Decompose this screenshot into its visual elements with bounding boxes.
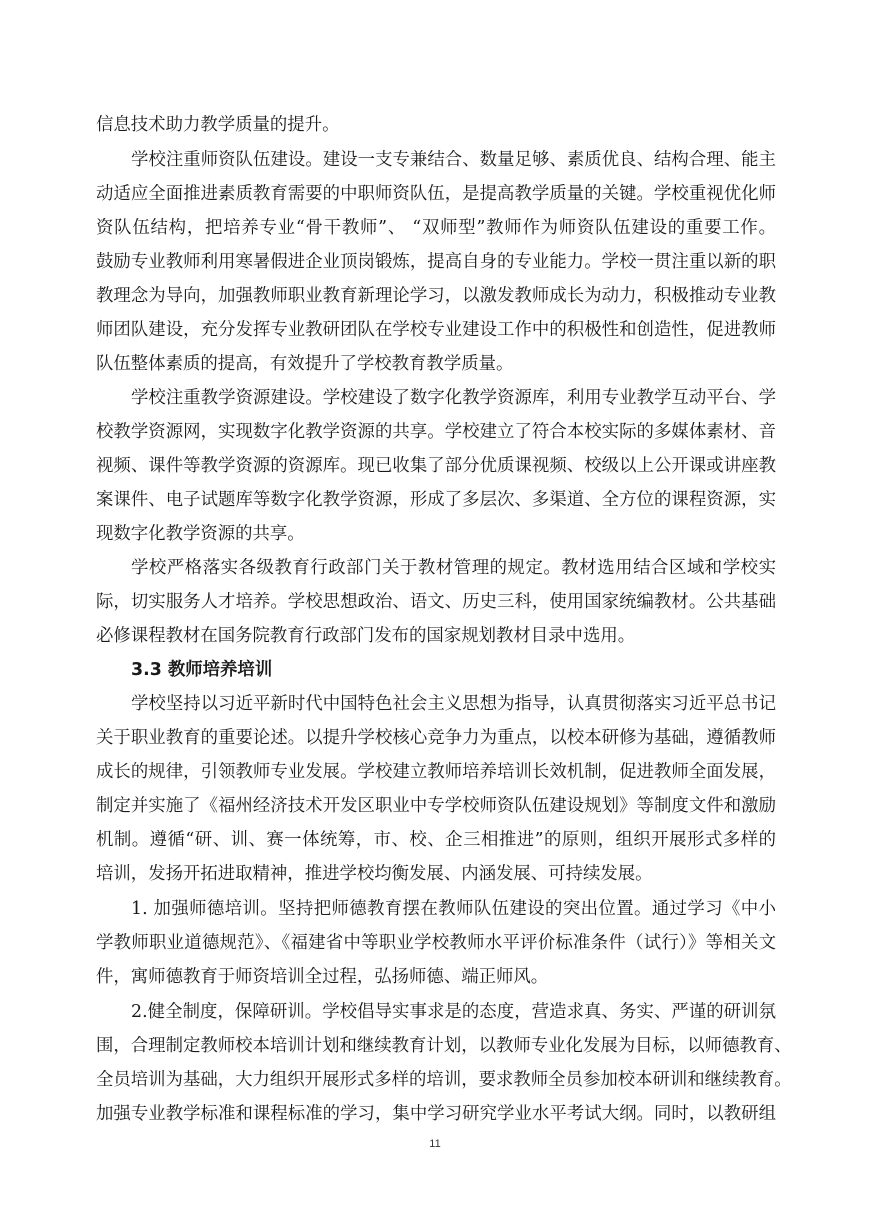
text-line: 制定并实施了《福州经济技术开发区职业中专学校师资队伍建设规划》等制度文件和激励 [96, 796, 776, 816]
text-line: 鼓励专业教师利用寒暑假进企业顶岗锻炼，提高自身的专业能力。学校一贯注重以新的职 [96, 252, 776, 272]
text-line: 视频、课件等教学资源的资源库。现已收集了部分优质课视频、校级以上公开课或讲座教 [96, 456, 776, 476]
text-line: 成长的规律，引领教师专业发展。学校建立教师培养培训长效机制，促进教师全面发展， [96, 762, 776, 782]
text-line: 案课件、电子试题库等数字化教学资源，形成了多层次、多渠道、全方位的课程资源，实 [96, 490, 776, 510]
text-line: 件，寓师德教育于师资培训全过程，弘扬师德、端正师风。 [96, 967, 549, 987]
text-line: 际，切实服务人才培养。学校思想政治、语文、历史三科，使用国家统编教材。公共基础 [96, 592, 776, 612]
text-line: 培训，发扬开拓进取精神，推进学校均衡发展、内涵发展、可持续发展。 [96, 864, 653, 884]
text-line: 必修课程教材在国务院教育行政部门发布的国家规划教材目录中选用。 [96, 626, 636, 646]
text-line: 动适应全面推进素质教育需要的中职师资队伍，是提高教学质量的关键。学校重视优化师 [96, 184, 776, 204]
section-heading: 3.3 教师培养培训 [131, 660, 273, 680]
text-line: 机制。遵循“研、训、赛一体统筹，市、校、企三相推进”的原则，组织开展形式多样的 [96, 830, 776, 850]
text-line: 教理念为导向，加强教师职业教育新理论学习，以激发教师成长为动力，积极推动专业教 [96, 286, 776, 306]
text-line: 关于职业教育的重要论述。以提升学校核心竞争力为重点，以校本研修为基础，遵循教师 [96, 728, 776, 748]
paragraph-start-line: 学校严格落实各级教育行政部门关于教材管理的规定。教材选用结合区域和学校实 [131, 558, 776, 578]
text-line: 师团队建设，充分发挥专业教研团队在学校专业建设工作中的积极性和创造性，促进教师 [96, 320, 776, 340]
paragraph-start-line: 学校坚持以习近平新时代中国特色社会主义思想为指导，认真贯彻落实习近平总书记 [131, 694, 776, 714]
text-line: 校教学资源网，实现数字化教学资源的共享。学校建立了符合本校实际的多媒体素材、音 [96, 422, 776, 442]
text-line: 信息技术助力教学质量的提升。 [96, 115, 340, 135]
paragraph-start-line: 学校注重师资队伍建设。建设一支专兼结合、数量足够、素质优良、结构合理、能主 [131, 150, 776, 170]
text-line: 现数字化教学资源的共享。 [96, 524, 305, 544]
text-line: 加强专业教学标准和课程标准的学习，集中学习研究学业水平考试大纲。同时，以教研组 [96, 1104, 776, 1124]
text-line: 全员培训为基础，大力组织开展形式多样的培训，要求教师全员参加校本研训和继续教育。 [96, 1070, 792, 1090]
text-line: 学教师职业道德规范》、《福建省中等职业学校教师水平评价标准条件（试行）》等相关文 [96, 933, 776, 953]
paragraph-start-line: 学校注重教学资源建设。学校建设了数字化教学资源库，利用专业教学互动平台、学 [131, 388, 776, 408]
text-line: 队伍整体素质的提高，有效提升了学校教育教学质量。 [96, 354, 514, 374]
text-line: 资队伍结构，把培养专业“骨干教师”、 “双师型”教师作为师资队伍建设的重要工作。 [96, 218, 776, 238]
page-number: 11 [429, 1138, 441, 1150]
text-line: 围，合理制定教师校本培训计划和继续教育计划，以教师专业化发展为目标，以师德教育、 [96, 1036, 792, 1056]
paragraph-start-line: 2.健全制度，保障研训。学校倡导实事求是的态度，营造求真、务实、严谨的研训氛 [131, 1002, 776, 1022]
paragraph-start-line: 1. 加强师德培训。坚持把师德教育摆在教师队伍建设的突出位置。通过学习《中小 [131, 899, 776, 919]
